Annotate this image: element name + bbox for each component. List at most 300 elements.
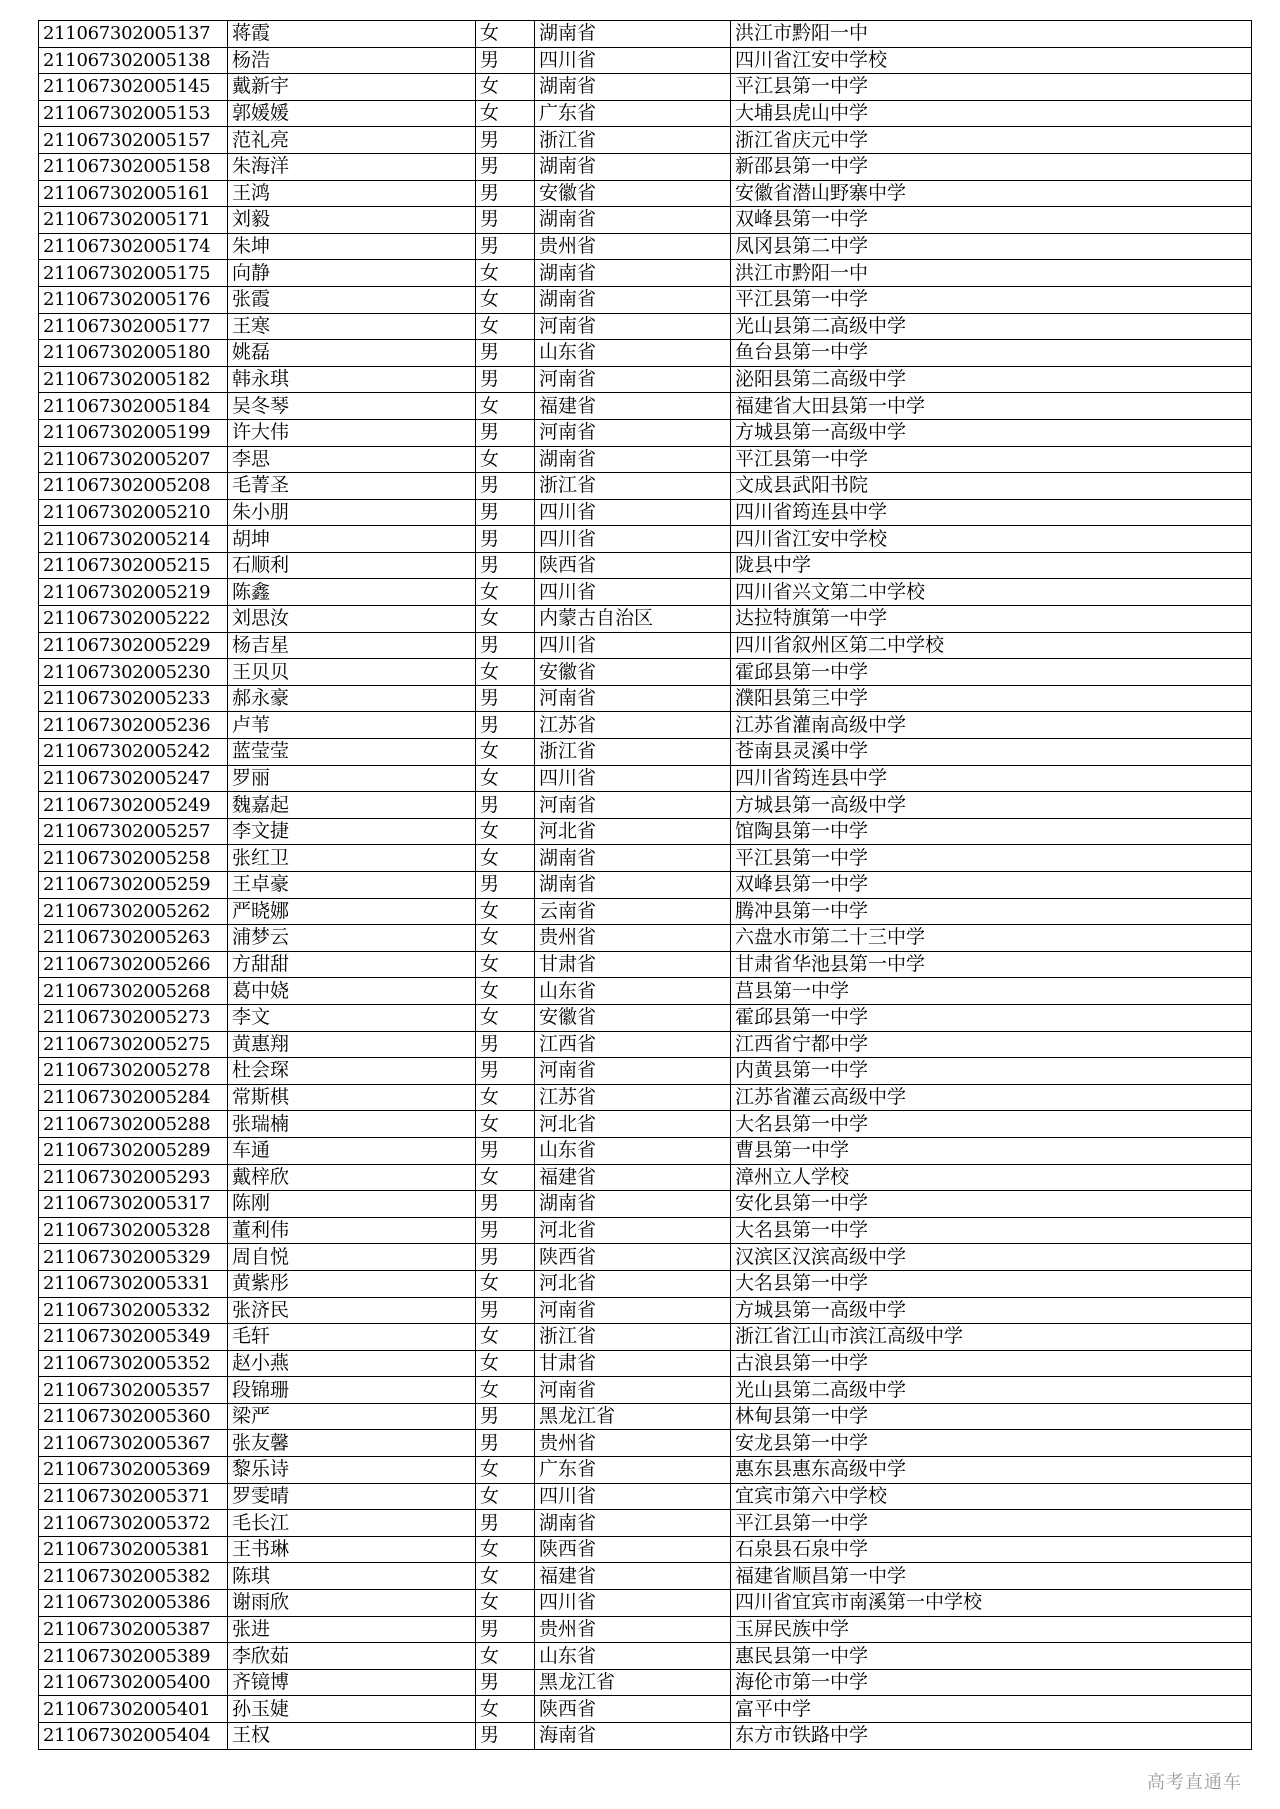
exam-id-cell: 211067302005230 [39, 659, 228, 686]
table-row [39, 685, 1252, 712]
school-cell: 玉屏民族中学 [731, 1616, 1252, 1643]
gender-cell: 女 [476, 260, 535, 287]
table-row [39, 951, 1252, 978]
province-cell: 湖南省 [535, 21, 731, 48]
school-cell: 平江县第一中学 [731, 845, 1252, 872]
gender-cell: 男 [476, 712, 535, 739]
province-cell: 甘肃省 [535, 951, 731, 978]
province-cell: 河北省 [535, 1270, 731, 1297]
table-row [39, 1696, 1252, 1723]
gender-cell: 男 [476, 127, 535, 154]
school-cell: 甘肃省华池县第一中学 [731, 951, 1252, 978]
name-cell: 韩永琪 [228, 366, 476, 393]
table-row [39, 526, 1252, 553]
school-cell: 汉滨区汉滨高级中学 [731, 1244, 1252, 1271]
gender-cell: 女 [476, 925, 535, 952]
table-row [39, 74, 1252, 101]
school-cell: 大名县第一中学 [731, 1270, 1252, 1297]
table-row [39, 1191, 1252, 1218]
name-cell: 毛轩 [228, 1324, 476, 1351]
gender-cell: 女 [476, 1563, 535, 1590]
exam-id-cell: 211067302005257 [39, 818, 228, 845]
exam-id-cell: 211067302005371 [39, 1483, 228, 1510]
gender-cell: 女 [476, 1536, 535, 1563]
exam-id-cell: 211067302005153 [39, 100, 228, 127]
exam-id-cell: 211067302005357 [39, 1377, 228, 1404]
province-cell: 贵州省 [535, 925, 731, 952]
province-cell: 广东省 [535, 100, 731, 127]
school-cell: 惠东县惠东高级中学 [731, 1457, 1252, 1484]
school-cell: 惠民县第一中学 [731, 1643, 1252, 1670]
province-cell: 陕西省 [535, 1244, 731, 1271]
table-row [39, 1270, 1252, 1297]
school-cell: 大埔县虎山中学 [731, 100, 1252, 127]
table-row [39, 127, 1252, 154]
gender-cell: 男 [476, 473, 535, 500]
gender-cell: 男 [476, 499, 535, 526]
table-row [39, 632, 1252, 659]
table-row [39, 286, 1252, 313]
gender-cell: 男 [476, 233, 535, 260]
school-cell: 洪江市黔阳一中 [731, 21, 1252, 48]
gender-cell: 女 [476, 1590, 535, 1617]
school-cell: 四川省江安中学校 [731, 47, 1252, 74]
province-cell: 四川省 [535, 1590, 731, 1617]
exam-id-cell: 211067302005262 [39, 898, 228, 925]
province-cell: 湖南省 [535, 260, 731, 287]
exam-id-cell: 211067302005329 [39, 1244, 228, 1271]
school-cell: 四川省宜宾市南溪第一中学校 [731, 1590, 1252, 1617]
exam-id-cell: 211067302005249 [39, 792, 228, 819]
school-cell: 林甸县第一中学 [731, 1403, 1252, 1430]
exam-id-cell: 211067302005180 [39, 340, 228, 367]
table-row [39, 180, 1252, 207]
gender-cell: 女 [476, 100, 535, 127]
table-row [39, 21, 1252, 48]
exam-id-cell: 211067302005268 [39, 978, 228, 1005]
name-cell: 许大伟 [228, 419, 476, 446]
exam-id-cell: 211067302005233 [39, 685, 228, 712]
gender-cell: 女 [476, 845, 535, 872]
school-cell: 方城县第一高级中学 [731, 419, 1252, 446]
exam-id-cell: 211067302005332 [39, 1297, 228, 1324]
province-cell: 湖南省 [535, 1191, 731, 1218]
exam-id-cell: 211067302005229 [39, 632, 228, 659]
gender-cell: 女 [476, 1084, 535, 1111]
exam-id-cell: 211067302005284 [39, 1084, 228, 1111]
province-cell: 河南省 [535, 1377, 731, 1404]
school-cell: 光山县第二高级中学 [731, 313, 1252, 340]
gender-cell: 男 [476, 1191, 535, 1218]
province-cell: 河南省 [535, 792, 731, 819]
name-cell: 谢雨欣 [228, 1590, 476, 1617]
table-row [39, 1004, 1252, 1031]
school-cell: 四川省兴文第二中学校 [731, 579, 1252, 606]
exam-id-cell: 211067302005352 [39, 1350, 228, 1377]
name-cell: 毛菁圣 [228, 473, 476, 500]
gender-cell: 女 [476, 818, 535, 845]
school-cell: 浙江省庆元中学 [731, 127, 1252, 154]
table-row [39, 1590, 1252, 1617]
name-cell: 赵小燕 [228, 1350, 476, 1377]
school-cell: 四川省江安中学校 [731, 526, 1252, 553]
exam-id-cell: 211067302005210 [39, 499, 228, 526]
gender-cell: 男 [476, 1616, 535, 1643]
gender-cell: 女 [476, 1350, 535, 1377]
school-cell: 苍南县灵溪中学 [731, 739, 1252, 766]
gender-cell: 男 [476, 792, 535, 819]
school-cell: 江西省宁都中学 [731, 1031, 1252, 1058]
school-cell: 平江县第一中学 [731, 446, 1252, 473]
province-cell: 河南省 [535, 313, 731, 340]
table-row [39, 393, 1252, 420]
province-cell: 广东省 [535, 1457, 731, 1484]
table-row [39, 579, 1252, 606]
school-cell: 四川省叙州区第二中学校 [731, 632, 1252, 659]
table-row [39, 366, 1252, 393]
school-cell: 濮阳县第三中学 [731, 685, 1252, 712]
gender-cell: 女 [476, 1643, 535, 1670]
name-cell: 杨吉星 [228, 632, 476, 659]
table-row [39, 1510, 1252, 1537]
exam-id-cell: 211067302005137 [39, 21, 228, 48]
gender-cell: 男 [476, 872, 535, 899]
school-cell: 陇县中学 [731, 552, 1252, 579]
table-row [39, 845, 1252, 872]
school-cell: 达拉特旗第一中学 [731, 606, 1252, 633]
table-row [39, 446, 1252, 473]
name-cell: 孙玉婕 [228, 1696, 476, 1723]
name-cell: 姚磊 [228, 340, 476, 367]
school-cell: 大名县第一中学 [731, 1111, 1252, 1138]
table-row [39, 47, 1252, 74]
school-cell: 洪江市黔阳一中 [731, 260, 1252, 287]
gender-cell: 女 [476, 313, 535, 340]
province-cell: 山东省 [535, 340, 731, 367]
school-cell: 漳州立人学校 [731, 1164, 1252, 1191]
province-cell: 福建省 [535, 393, 731, 420]
school-cell: 鱼台县第一中学 [731, 340, 1252, 367]
gender-cell: 女 [476, 898, 535, 925]
name-cell: 方甜甜 [228, 951, 476, 978]
exam-id-cell: 211067302005158 [39, 153, 228, 180]
school-cell: 安徽省潜山野寨中学 [731, 180, 1252, 207]
gender-cell: 女 [476, 1164, 535, 1191]
name-cell: 张霞 [228, 286, 476, 313]
name-cell: 王权 [228, 1723, 476, 1750]
exam-id-cell: 211067302005222 [39, 606, 228, 633]
table-row [39, 1457, 1252, 1484]
province-cell: 四川省 [535, 499, 731, 526]
province-cell: 湖南省 [535, 1510, 731, 1537]
gender-cell: 女 [476, 606, 535, 633]
province-cell: 湖南省 [535, 845, 731, 872]
exam-id-cell: 211067302005266 [39, 951, 228, 978]
province-cell: 河南省 [535, 419, 731, 446]
gender-cell: 男 [476, 1403, 535, 1430]
gender-cell: 男 [476, 1031, 535, 1058]
gender-cell: 女 [476, 74, 535, 101]
name-cell: 段锦珊 [228, 1377, 476, 1404]
exam-id-cell: 211067302005259 [39, 872, 228, 899]
province-cell: 湖南省 [535, 153, 731, 180]
table-row [39, 153, 1252, 180]
table-row [39, 1084, 1252, 1111]
gender-cell: 男 [476, 1297, 535, 1324]
table-row [39, 1164, 1252, 1191]
name-cell: 梁严 [228, 1403, 476, 1430]
province-cell: 甘肃省 [535, 1350, 731, 1377]
school-cell: 双峰县第一中学 [731, 207, 1252, 234]
exam-id-cell: 211067302005177 [39, 313, 228, 340]
gender-cell: 女 [476, 659, 535, 686]
exam-id-cell: 211067302005331 [39, 1270, 228, 1297]
school-cell: 福建省大田县第一中学 [731, 393, 1252, 420]
name-cell: 王鸿 [228, 180, 476, 207]
table-row [39, 100, 1252, 127]
province-cell: 陕西省 [535, 1536, 731, 1563]
name-cell: 葛中娆 [228, 978, 476, 1005]
province-cell: 安徽省 [535, 659, 731, 686]
table-row [39, 739, 1252, 766]
table-row [39, 260, 1252, 287]
school-cell: 福建省顺昌第一中学 [731, 1563, 1252, 1590]
gender-cell: 女 [476, 1696, 535, 1723]
table-row [39, 765, 1252, 792]
name-cell: 石顺利 [228, 552, 476, 579]
province-cell: 安徽省 [535, 180, 731, 207]
school-cell: 安龙县第一中学 [731, 1430, 1252, 1457]
school-cell: 大名县第一中学 [731, 1217, 1252, 1244]
school-cell: 古浪县第一中学 [731, 1350, 1252, 1377]
gender-cell: 女 [476, 978, 535, 1005]
name-cell: 刘思汝 [228, 606, 476, 633]
exam-id-cell: 211067302005381 [39, 1536, 228, 1563]
exam-id-cell: 211067302005289 [39, 1137, 228, 1164]
school-cell: 安化县第一中学 [731, 1191, 1252, 1218]
province-cell: 四川省 [535, 632, 731, 659]
name-cell: 陈琪 [228, 1563, 476, 1590]
name-cell: 郝永豪 [228, 685, 476, 712]
province-cell: 贵州省 [535, 1430, 731, 1457]
province-cell: 海南省 [535, 1723, 731, 1750]
province-cell: 河南省 [535, 1058, 731, 1085]
table-row [39, 207, 1252, 234]
province-cell: 山东省 [535, 978, 731, 1005]
exam-id-cell: 211067302005401 [39, 1696, 228, 1723]
school-cell: 石泉县石泉中学 [731, 1536, 1252, 1563]
exam-id-cell: 211067302005400 [39, 1669, 228, 1696]
exam-id-cell: 211067302005389 [39, 1643, 228, 1670]
exam-id-cell: 211067302005278 [39, 1058, 228, 1085]
name-cell: 蒋霞 [228, 21, 476, 48]
table-row [39, 872, 1252, 899]
province-cell: 河北省 [535, 818, 731, 845]
name-cell: 朱小朋 [228, 499, 476, 526]
name-cell: 李思 [228, 446, 476, 473]
school-cell: 泌阳县第二高级中学 [731, 366, 1252, 393]
name-cell: 陈鑫 [228, 579, 476, 606]
province-cell: 江苏省 [535, 712, 731, 739]
gender-cell: 男 [476, 340, 535, 367]
province-cell: 安徽省 [535, 1004, 731, 1031]
exam-id-cell: 211067302005317 [39, 1191, 228, 1218]
table-row [39, 606, 1252, 633]
name-cell: 齐镜博 [228, 1669, 476, 1696]
province-cell: 河南省 [535, 366, 731, 393]
exam-id-cell: 211067302005263 [39, 925, 228, 952]
table-row [39, 1031, 1252, 1058]
gender-cell: 男 [476, 1137, 535, 1164]
name-cell: 李文 [228, 1004, 476, 1031]
name-cell: 胡坤 [228, 526, 476, 553]
gender-cell: 男 [476, 1058, 535, 1085]
school-cell: 文成县武阳书院 [731, 473, 1252, 500]
exam-id-cell: 211067302005176 [39, 286, 228, 313]
province-cell: 浙江省 [535, 1324, 731, 1351]
gender-cell: 男 [476, 1669, 535, 1696]
school-cell: 光山县第二高级中学 [731, 1377, 1252, 1404]
table-row [39, 1563, 1252, 1590]
table-row [39, 233, 1252, 260]
exam-id-cell: 211067302005199 [39, 419, 228, 446]
table-row [39, 792, 1252, 819]
exam-id-cell: 211067302005386 [39, 1590, 228, 1617]
exam-id-cell: 211067302005171 [39, 207, 228, 234]
name-cell: 卢苇 [228, 712, 476, 739]
name-cell: 常斯棋 [228, 1084, 476, 1111]
gender-cell: 女 [476, 951, 535, 978]
exam-id-cell: 211067302005174 [39, 233, 228, 260]
province-cell: 四川省 [535, 579, 731, 606]
school-cell: 霍邱县第一中学 [731, 659, 1252, 686]
table-row [39, 1669, 1252, 1696]
province-cell: 陕西省 [535, 1696, 731, 1723]
exam-id-cell: 211067302005387 [39, 1616, 228, 1643]
school-cell: 宜宾市第六中学校 [731, 1483, 1252, 1510]
province-cell: 贵州省 [535, 1616, 731, 1643]
gender-cell: 女 [476, 579, 535, 606]
gender-cell: 女 [476, 1270, 535, 1297]
gender-cell: 男 [476, 1723, 535, 1750]
table-row [39, 340, 1252, 367]
table-row [39, 1430, 1252, 1457]
name-cell: 戴新宇 [228, 74, 476, 101]
province-cell: 浙江省 [535, 127, 731, 154]
school-cell: 六盘水市第二十三中学 [731, 925, 1252, 952]
name-cell: 向静 [228, 260, 476, 287]
school-cell: 四川省筠连县中学 [731, 499, 1252, 526]
exam-id-cell: 211067302005258 [39, 845, 228, 872]
table-row [39, 818, 1252, 845]
exam-id-cell: 211067302005382 [39, 1563, 228, 1590]
name-cell: 王卓豪 [228, 872, 476, 899]
gender-cell: 男 [476, 366, 535, 393]
exam-id-cell: 211067302005157 [39, 127, 228, 154]
table-row [39, 712, 1252, 739]
gender-cell: 女 [476, 1324, 535, 1351]
table-body [39, 21, 1252, 1750]
name-cell: 王书琳 [228, 1536, 476, 1563]
name-cell: 郭媛媛 [228, 100, 476, 127]
table-row [39, 1244, 1252, 1271]
table-row [39, 659, 1252, 686]
student-list-table [38, 20, 1252, 1750]
table-row [39, 1643, 1252, 1670]
gender-cell: 女 [476, 21, 535, 48]
name-cell: 罗丽 [228, 765, 476, 792]
name-cell: 戴梓欣 [228, 1164, 476, 1191]
gender-cell: 男 [476, 552, 535, 579]
table-row [39, 1111, 1252, 1138]
exam-id-cell: 211067302005236 [39, 712, 228, 739]
name-cell: 魏嘉起 [228, 792, 476, 819]
school-cell: 平江县第一中学 [731, 74, 1252, 101]
gender-cell: 男 [476, 153, 535, 180]
name-cell: 张友馨 [228, 1430, 476, 1457]
table-row [39, 925, 1252, 952]
school-cell: 四川省筠连县中学 [731, 765, 1252, 792]
name-cell: 罗雯晴 [228, 1483, 476, 1510]
school-cell: 方城县第一高级中学 [731, 792, 1252, 819]
name-cell: 李欣茹 [228, 1643, 476, 1670]
name-cell: 车通 [228, 1137, 476, 1164]
gender-cell: 女 [476, 393, 535, 420]
gender-cell: 女 [476, 446, 535, 473]
gender-cell: 女 [476, 1483, 535, 1510]
table-row [39, 473, 1252, 500]
exam-id-cell: 211067302005404 [39, 1723, 228, 1750]
province-cell: 陕西省 [535, 552, 731, 579]
name-cell: 刘毅 [228, 207, 476, 234]
exam-id-cell: 211067302005275 [39, 1031, 228, 1058]
table-row [39, 552, 1252, 579]
table-row [39, 1324, 1252, 1351]
name-cell: 朱坤 [228, 233, 476, 260]
table-row [39, 419, 1252, 446]
exam-id-cell: 211067302005369 [39, 1457, 228, 1484]
province-cell: 山东省 [535, 1137, 731, 1164]
gender-cell: 女 [476, 1111, 535, 1138]
gender-cell: 男 [476, 526, 535, 553]
school-cell: 腾冲县第一中学 [731, 898, 1252, 925]
table-row [39, 1350, 1252, 1377]
table-row [39, 1058, 1252, 1085]
province-cell: 河北省 [535, 1217, 731, 1244]
school-cell: 富平中学 [731, 1696, 1252, 1723]
name-cell: 朱海洋 [228, 153, 476, 180]
school-cell: 方城县第一高级中学 [731, 1297, 1252, 1324]
province-cell: 四川省 [535, 526, 731, 553]
name-cell: 吴冬琴 [228, 393, 476, 420]
exam-id-cell: 211067302005208 [39, 473, 228, 500]
exam-id-cell: 211067302005328 [39, 1217, 228, 1244]
school-cell: 新邵县第一中学 [731, 153, 1252, 180]
table-row [39, 1536, 1252, 1563]
province-cell: 内蒙古自治区 [535, 606, 731, 633]
exam-id-cell: 211067302005242 [39, 739, 228, 766]
school-cell: 凤冈县第二中学 [731, 233, 1252, 260]
name-cell: 王贝贝 [228, 659, 476, 686]
school-cell: 平江县第一中学 [731, 286, 1252, 313]
table-row [39, 1616, 1252, 1643]
name-cell: 黄紫彤 [228, 1270, 476, 1297]
table-row [39, 1297, 1252, 1324]
name-cell: 严晓娜 [228, 898, 476, 925]
exam-id-cell: 211067302005273 [39, 1004, 228, 1031]
gender-cell: 男 [476, 1430, 535, 1457]
name-cell: 李文捷 [228, 818, 476, 845]
